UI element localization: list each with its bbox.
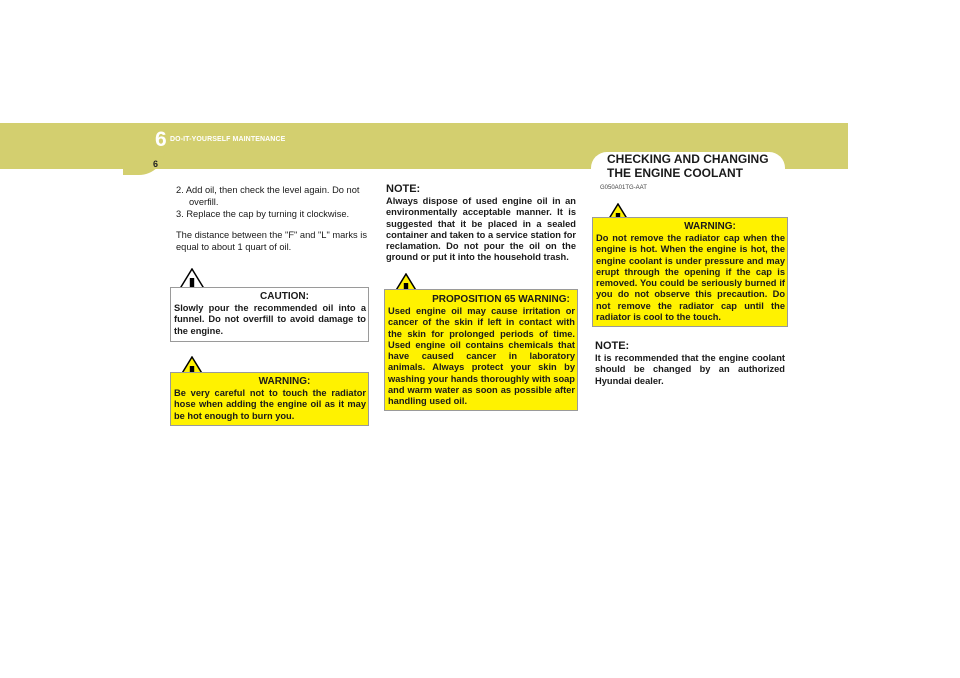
oil-disposal-note <box>386 183 576 264</box>
caution-box <box>170 287 369 342</box>
prop65-body: Used engine oil may cause irritation or cancer of the skin if left in contact with the skin for prolonged periods of time. Used engine oil contains chemicals that have caused cancer in laboratory animals. Always protect your skin by washing your hands thoroughly with soap and warm water as soon as possible after handling used oil. <box>388 306 575 407</box>
section-title: CHECKING AND CHANGING THE ENGINE COOLANT <box>607 152 769 180</box>
prop65-title: PROPOSITION 65 WARNING: <box>432 294 570 305</box>
oil-quart-paragraph: The distance between the "F" and "L" marks is equal to about 1 quart of oil. <box>176 230 367 252</box>
radiator-cap-warning-box <box>592 217 788 327</box>
radiator-hose-warning-box <box>170 372 369 426</box>
caution-body: Slowly pour the recommended oil into a funnel. Do not overfill to avoid damage to the engine. <box>174 303 366 336</box>
warning-title: WARNING: <box>258 376 311 387</box>
caution-title: CAUTION: <box>260 291 309 302</box>
chapter-number: 6 <box>155 128 167 151</box>
prop65-warning-box <box>384 289 578 411</box>
note-body: Always dispose of used engine oil in an environmentally acceptable manner. It is suggested that it be placed in a sealed container and taken to a service station for reclamation. Do not pour the oil on the ground or put it into the household trash. <box>386 196 576 263</box>
steps-list <box>176 184 372 220</box>
step-item: 2. Add oil, then check the level again. Do not overfill. <box>176 185 360 207</box>
page-number: 6 <box>153 159 159 169</box>
step-item: 3. Replace the cap by turning it clockwise. <box>176 209 350 219</box>
section-code: G050A01TG-AAT <box>600 185 647 191</box>
chapter-title: DO-IT-YOURSELF MAINTENANCE <box>170 136 286 143</box>
coolant-note <box>595 340 785 387</box>
note-label: NOTE: <box>595 340 630 352</box>
warning-title: WARNING: <box>684 221 736 232</box>
note-body: It is recommended that the engine coolant should be changed by an authorized Hyundai dealer. <box>595 353 785 386</box>
warning-body: Be very careful not to touch the radiator hose when adding the engine oil as it may be hot enough to burn you. <box>174 388 366 421</box>
note-label: NOTE: <box>386 183 421 195</box>
warning-body: Do not remove the radiator cap when the engine is hot. When the engine is hot, the engine coolant is under pressure and may erupt through the opening if the cap is removed. You could be seriously burned if you do not observe this precaution. Do not remove the radiator cap until the radiator is cool to the touch. <box>596 233 785 323</box>
